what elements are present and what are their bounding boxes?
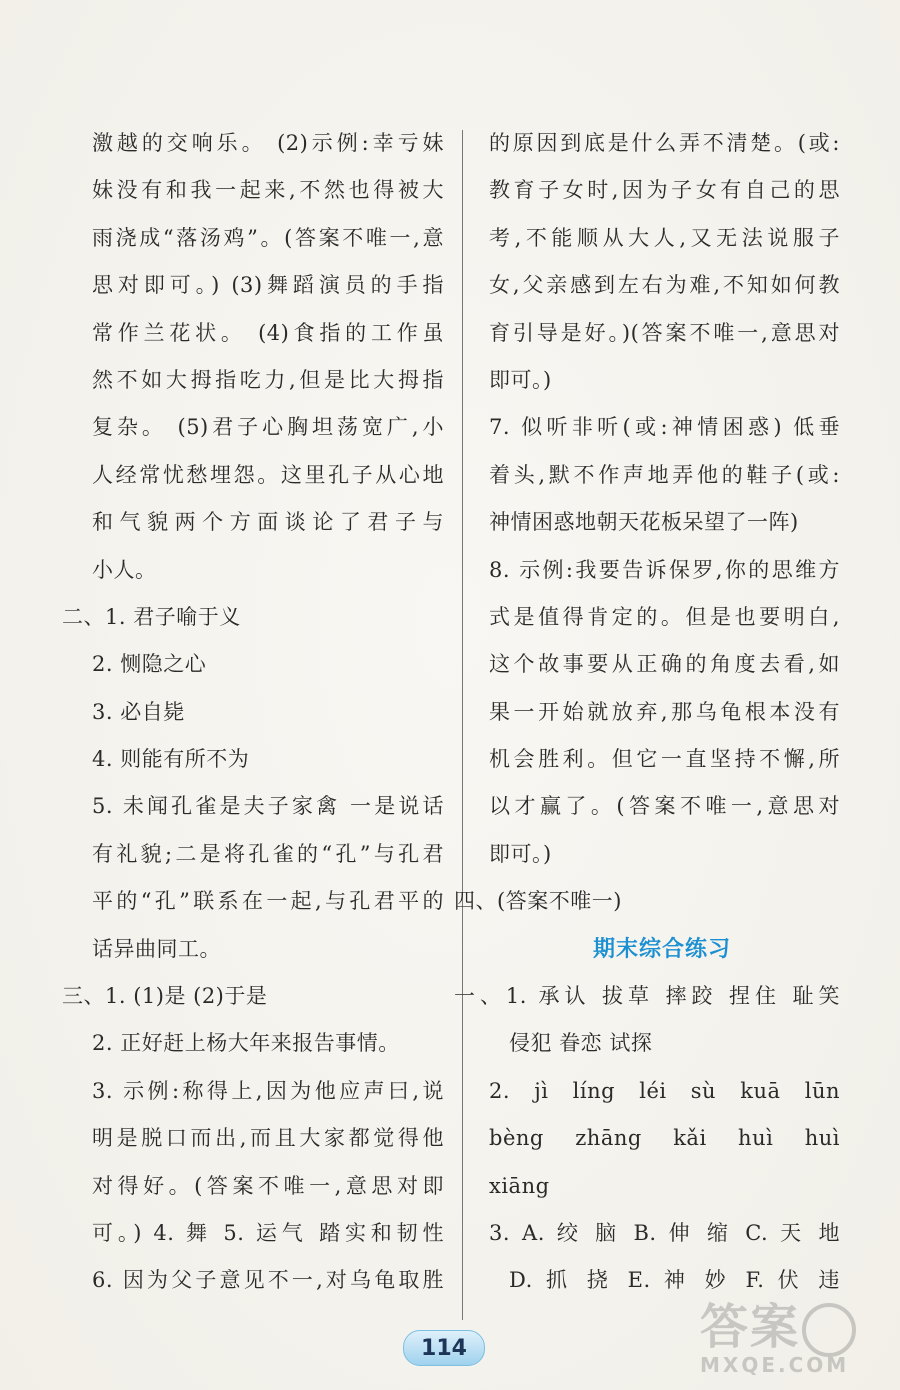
text-line: 和气貌两个方面谈论了君子与 xyxy=(92,510,444,535)
text-line: 教育子女时,因为子女有自己的思 xyxy=(489,178,840,203)
text-line: 平的“孔”联系在一起,与孔君平的 xyxy=(92,889,444,914)
text-line: 话异曲同工。 xyxy=(92,936,221,961)
section-heading: 期末综合练习 xyxy=(592,936,731,962)
text-line: 育引导是好。)(答案不唯一,意思对 xyxy=(489,320,840,345)
text-line: 2. 恻隐之心 xyxy=(92,652,207,677)
text-line: 有礼貌;二是将孔雀的“孔”与孔君 xyxy=(92,841,444,866)
text-line: 思对即可。) (3)舞蹈演员的手指 xyxy=(92,273,444,298)
text-line: 小人。 xyxy=(92,557,157,582)
text-line: 7. 似听非听(或:神情困惑) 低垂 xyxy=(489,415,840,440)
left-column xyxy=(62,120,444,1305)
column-divider xyxy=(462,130,463,1320)
text-line: 考,不能顺从大人,又无法说服子 xyxy=(489,225,840,250)
text-line: 以才赢了。(答案不唯一,意思对 xyxy=(489,794,840,819)
text-line: bèng zhāng kǎi huì huì xyxy=(489,1126,840,1151)
text-line: 明是脱口而出,而且大家都觉得他 xyxy=(92,1126,444,1151)
text-line: xiāng xyxy=(489,1173,550,1198)
text-line: 常作兰花状。 (4)食指的工作虽 xyxy=(92,320,444,345)
text-line: 6. 因为父子意见不一,对乌龟取胜 xyxy=(92,1268,444,1293)
text-line: 神情困惑地朝天花板呆望了一阵) xyxy=(489,510,799,535)
text-line: 这个故事要从正确的角度去看,如 xyxy=(489,652,840,677)
text-line: 3. A. 绞 脑 B. 伸 缩 C. 天 地 xyxy=(489,1220,840,1245)
text-line: 2. jì líng léi sù kuā lūn xyxy=(489,1078,840,1103)
text-line: 2. 正好赶上杨大年来报告事情。 xyxy=(92,1031,400,1056)
text-line: 4. 则能有所不为 xyxy=(92,747,250,772)
watermark-logo: 答案 MXQE.COM xyxy=(700,1288,895,1388)
text-line: 式是值得肯定的。但是也要明白, xyxy=(489,604,840,629)
text-line: 三、1. (1)是 (2)于是 xyxy=(62,984,268,1009)
page-number: 114 xyxy=(403,1330,485,1366)
seal-icon xyxy=(802,1303,856,1357)
text-line: 机会胜利。但它一直坚持不懈,所 xyxy=(489,747,840,772)
text-line: 对得好。(答案不唯一,意思对即 xyxy=(92,1173,444,1198)
text-line: 激越的交响乐。 (2)示例:幸亏妹 xyxy=(92,131,444,155)
text-line: 果一开始就放弃,那乌龟根本没有 xyxy=(489,699,840,724)
text-line: 雨浇成“落汤鸡”。(答案不唯一,意 xyxy=(92,225,444,250)
right-column xyxy=(454,120,840,1305)
text-line: 可。) 4. 舞 5. 运气 踏实和韧性 xyxy=(92,1220,444,1245)
text-line: 四、(答案不唯一) xyxy=(454,889,622,914)
text-line: 妹没有和我一起来,不然也得被大 xyxy=(92,178,444,203)
text-line: 5. 未闻孔雀是夫子家禽 一是说话 xyxy=(92,794,444,819)
text-line: 侵犯 眷恋 试探 xyxy=(509,1031,653,1056)
text-line: 即可。) xyxy=(489,841,552,866)
text-line: 3. 示例:称得上,因为他应声曰,说 xyxy=(92,1078,444,1103)
text-line: 着头,默不作声地弄他的鞋子(或: xyxy=(489,462,840,487)
text-line: 然不如大拇指吃力,但是比大拇指 xyxy=(92,367,444,392)
text-line: 即可。) xyxy=(489,367,552,392)
text-line: 女,父亲感到左右为难,不知如何教 xyxy=(489,273,840,298)
text-line: 的原因到底是什么弄不清楚。(或: xyxy=(489,131,840,155)
text-line: 复杂。 (5)君子心胸坦荡宽广,小 xyxy=(92,415,444,440)
text-line: D. 抓 挠 E. 神 妙 F. 伏 违 xyxy=(509,1268,840,1293)
text-line: 二、1. 君子喻于义 xyxy=(62,604,241,629)
text-line: 8. 示例:我要告诉保罗,你的思维方 xyxy=(489,557,840,582)
text-line: 3. 必自毙 xyxy=(92,699,185,724)
text-line: 人经常忧愁埋怨。这里孔子从心地 xyxy=(92,462,444,487)
text-line: 一、1. 承认 拔草 摔跤 捏住 耻笑 xyxy=(454,984,840,1009)
